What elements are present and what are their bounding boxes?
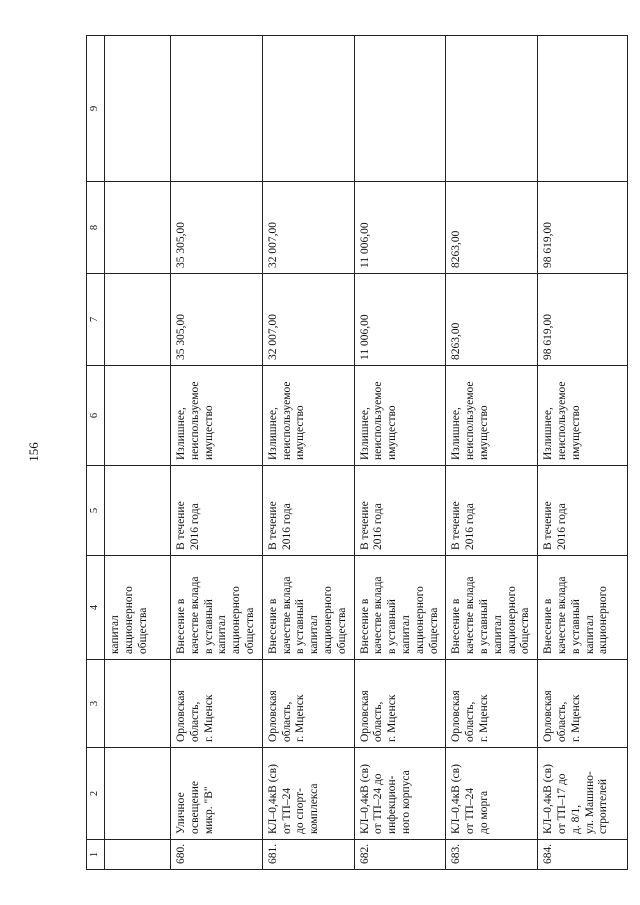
- privatization-method: Внесение в качестве вклада в уставный капитал акционерного общества: [354, 556, 446, 660]
- page-number: 156: [26, 442, 41, 462]
- table-row: [354, 36, 446, 870]
- privatization-method: Внесение в качестве вклада в уставный капитал акционерного общества: [262, 556, 354, 660]
- privatization-reason: Излишнее, неиспользуемое имущество: [538, 366, 628, 466]
- continuation-row: [105, 36, 171, 870]
- row-number: 680.: [171, 840, 263, 870]
- table-cell: [105, 36, 171, 182]
- value-col7: 8263,00: [446, 274, 538, 366]
- table-row: [446, 36, 538, 870]
- privatization-method: Внесение в качестве вклада в уставный капитал акционерного: [538, 556, 628, 660]
- value-col7: 32 007,00: [262, 274, 354, 366]
- header-cell: 1: [87, 840, 105, 870]
- object-name: КЛ–0,4кВ (св) от ТП–24 до спорт- комплекса: [262, 748, 354, 840]
- header-cell: 9: [87, 36, 105, 182]
- object-location: Орловская область, г. Мценск: [171, 660, 263, 748]
- privatization-term: В течение 2016 года: [354, 466, 446, 556]
- value-col9: [446, 36, 538, 182]
- privatization-term: В течение 2016 года: [171, 466, 263, 556]
- privatization-term: В течение 2016 года: [538, 466, 628, 556]
- object-location: Орловская область, г. Мценск: [354, 660, 446, 748]
- value-col8: 11 006,00: [354, 182, 446, 274]
- table-cell: [105, 366, 171, 466]
- row-number: 681.: [262, 840, 354, 870]
- property-table: [86, 35, 628, 870]
- value-col7: 11 006,00: [354, 274, 446, 366]
- privatization-reason: Излишнее, неиспользуемое имущество: [354, 366, 446, 466]
- table-cell: [105, 182, 171, 274]
- header-cell: 2: [87, 748, 105, 840]
- header-cell: 8: [87, 182, 105, 274]
- value-col8: 32 007,00: [262, 182, 354, 274]
- value-col9: [538, 36, 628, 182]
- header-cell: 5: [87, 466, 105, 556]
- value-col8: 8263,00: [446, 182, 538, 274]
- table-cell: [105, 660, 171, 748]
- rotated-table-container: [86, 36, 610, 870]
- value-col7: 35 305,00: [171, 274, 263, 366]
- table-cell: [105, 274, 171, 366]
- privatization-term: В течение 2016 года: [446, 466, 538, 556]
- object-location: Орловская область, г. Мценск: [262, 660, 354, 748]
- header-row: [87, 36, 105, 870]
- object-location: Орловская область, г. Мценск: [538, 660, 628, 748]
- privatization-method: Внесение в качестве вклада в уставный капитал акционерного общества: [446, 556, 538, 660]
- privatization-reason: Излишнее, неиспользуемое имущество: [171, 366, 263, 466]
- value-col8: 35 305,00: [171, 182, 263, 274]
- value-col9: [354, 36, 446, 182]
- privatization-term: В течение 2016 года: [262, 466, 354, 556]
- object-name: КЛ–0,4кВ (св) от ТП–24 до морга: [446, 748, 538, 840]
- table-cell: [105, 748, 171, 840]
- table-cell: [105, 466, 171, 556]
- table-cell: [105, 840, 171, 870]
- table-row: [171, 36, 263, 870]
- table-cell: капитал акционерного общества: [105, 556, 171, 660]
- object-name: КЛ–0,4кВ (св) от ТП–17 до д. 8/1, ул. Машино- строителей: [538, 748, 628, 840]
- header-cell: 3: [87, 660, 105, 748]
- row-number: 683.: [446, 840, 538, 870]
- header-cell: 6: [87, 366, 105, 466]
- header-cell: 7: [87, 274, 105, 366]
- value-col8: 98 619,00: [538, 182, 628, 274]
- privatization-reason: Излишнее, неиспользуемое имущество: [262, 366, 354, 466]
- object-location: Орловская область, г. Мценск: [446, 660, 538, 748]
- row-number: 682.: [354, 840, 446, 870]
- table-row: [262, 36, 354, 870]
- object-name: КЛ–0,4кВ (св) от ТП–24 до инфекцион- ного корпуса: [354, 748, 446, 840]
- object-name: Уличное освещение микр. "В": [171, 748, 263, 840]
- value-col7: 98 619,00: [538, 274, 628, 366]
- value-col9: [171, 36, 263, 182]
- privatization-method: Внесение в качестве вклада в уставный капитал акционерного общества: [171, 556, 263, 660]
- row-number: 684.: [538, 840, 628, 870]
- table-row: [538, 36, 628, 870]
- header-cell: 4: [87, 556, 105, 660]
- value-col9: [262, 36, 354, 182]
- privatization-reason: Излишнее, неиспользуемое имущество: [446, 366, 538, 466]
